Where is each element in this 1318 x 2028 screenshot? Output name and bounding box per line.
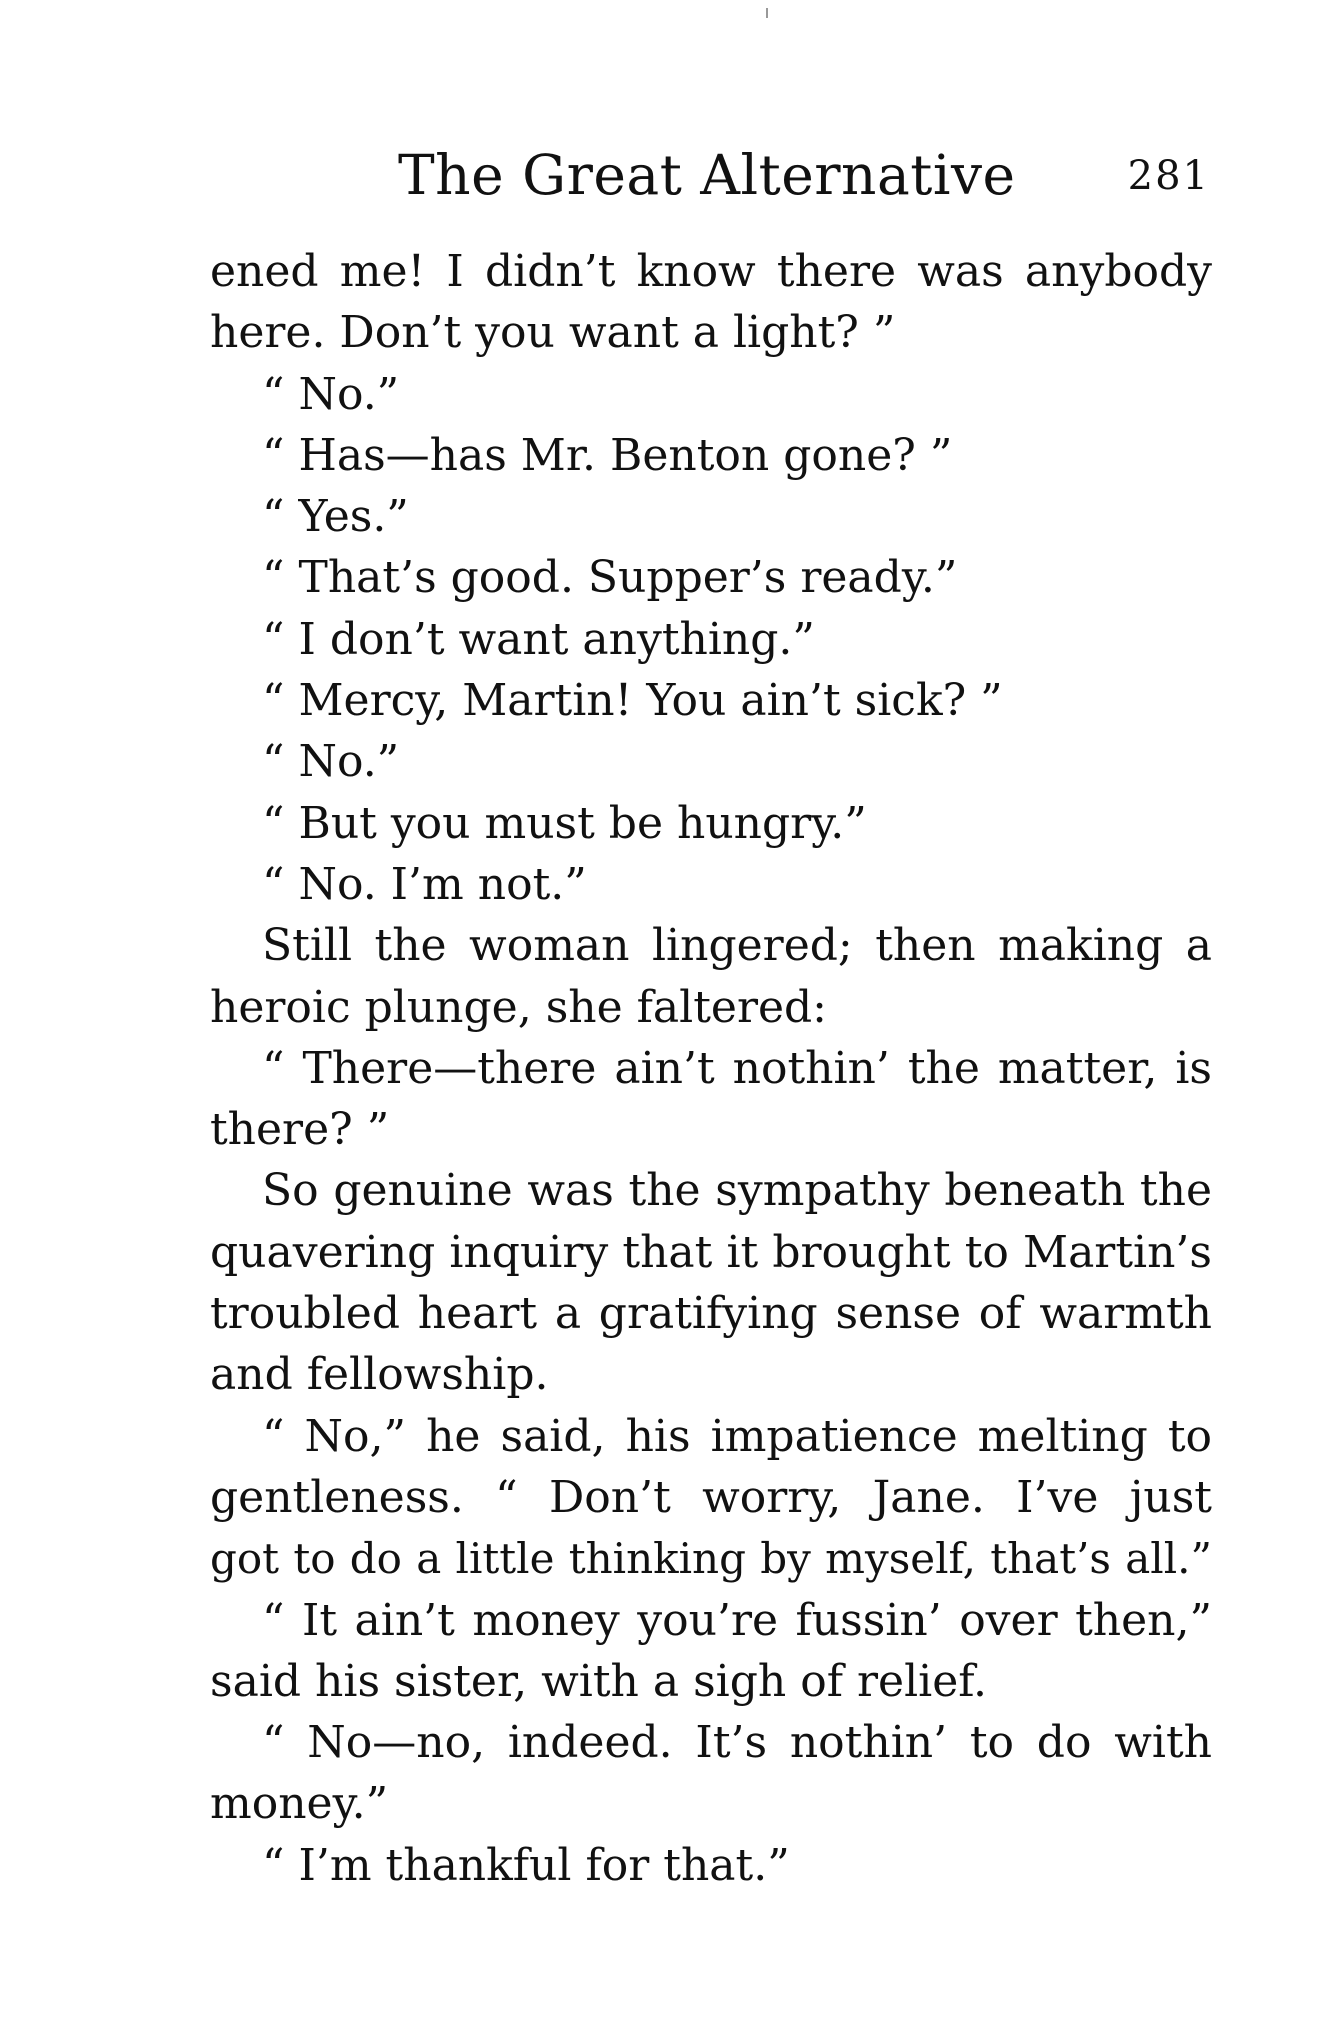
page-number: 281	[1127, 153, 1210, 199]
text-line: “ That’s good. Supper’s ready.”	[262, 552, 958, 604]
text-line: “ Yes.”	[262, 491, 409, 543]
text-line: “ Mercy, Martin! You ain’t sick? ”	[262, 675, 1003, 727]
text-line: “ No.”	[262, 368, 400, 420]
text-line: “ No—no, indeed. It’s nothin’ to do with	[262, 1717, 1212, 1769]
text-line: “ But you must be hungry.”	[262, 797, 867, 849]
text-line: troubled heart a gratifying sense of warmth	[210, 1288, 1212, 1340]
text-line: got to do a little thinking by myself, that’s all.”	[210, 1534, 1212, 1584]
text-line: “ Has—has Mr. Benton gone? ”	[262, 429, 953, 481]
text-line: “ I’m thankful for that.”	[262, 1839, 790, 1891]
text-line: said his sister, with a sigh of relief.	[210, 1655, 987, 1707]
scan-artifact	[766, 8, 768, 18]
text-line: “ No.”	[262, 736, 400, 788]
text-line: “ No,” he said, his impatience melting to	[262, 1410, 1212, 1462]
text-line: quavering inquiry that it brought to Martin’s	[210, 1226, 1212, 1278]
body-text	[210, 241, 1212, 1896]
text-line: “ There—there ain’t nothin’ the matter, is	[262, 1042, 1212, 1094]
text-line: ened me! I didn’t know there was anybody	[210, 246, 1212, 297]
text-line: there? ”	[210, 1104, 390, 1156]
text-line: “ No. I’m not.”	[262, 858, 587, 910]
running-header	[208, 140, 1210, 210]
text-line: and fellowship.	[210, 1349, 549, 1401]
text-line: heroic plunge, she faltered:	[210, 981, 828, 1033]
text-line: money.”	[210, 1778, 389, 1830]
text-line: “ I don’t want anything.”	[262, 613, 815, 665]
text-line: gentleness. “ Don’t worry, Jane. I’ve just	[210, 1471, 1212, 1523]
text-line: here. Don’t you want a light? ”	[210, 307, 896, 359]
text-line: So genuine was the sympathy beneath the	[262, 1165, 1212, 1217]
running-title: The Great Alternative	[398, 143, 1016, 207]
text-line: Still the woman lingered; then making a	[262, 920, 1212, 972]
text-line: “ It ain’t money you’re fussin’ over then,”	[262, 1594, 1212, 1646]
